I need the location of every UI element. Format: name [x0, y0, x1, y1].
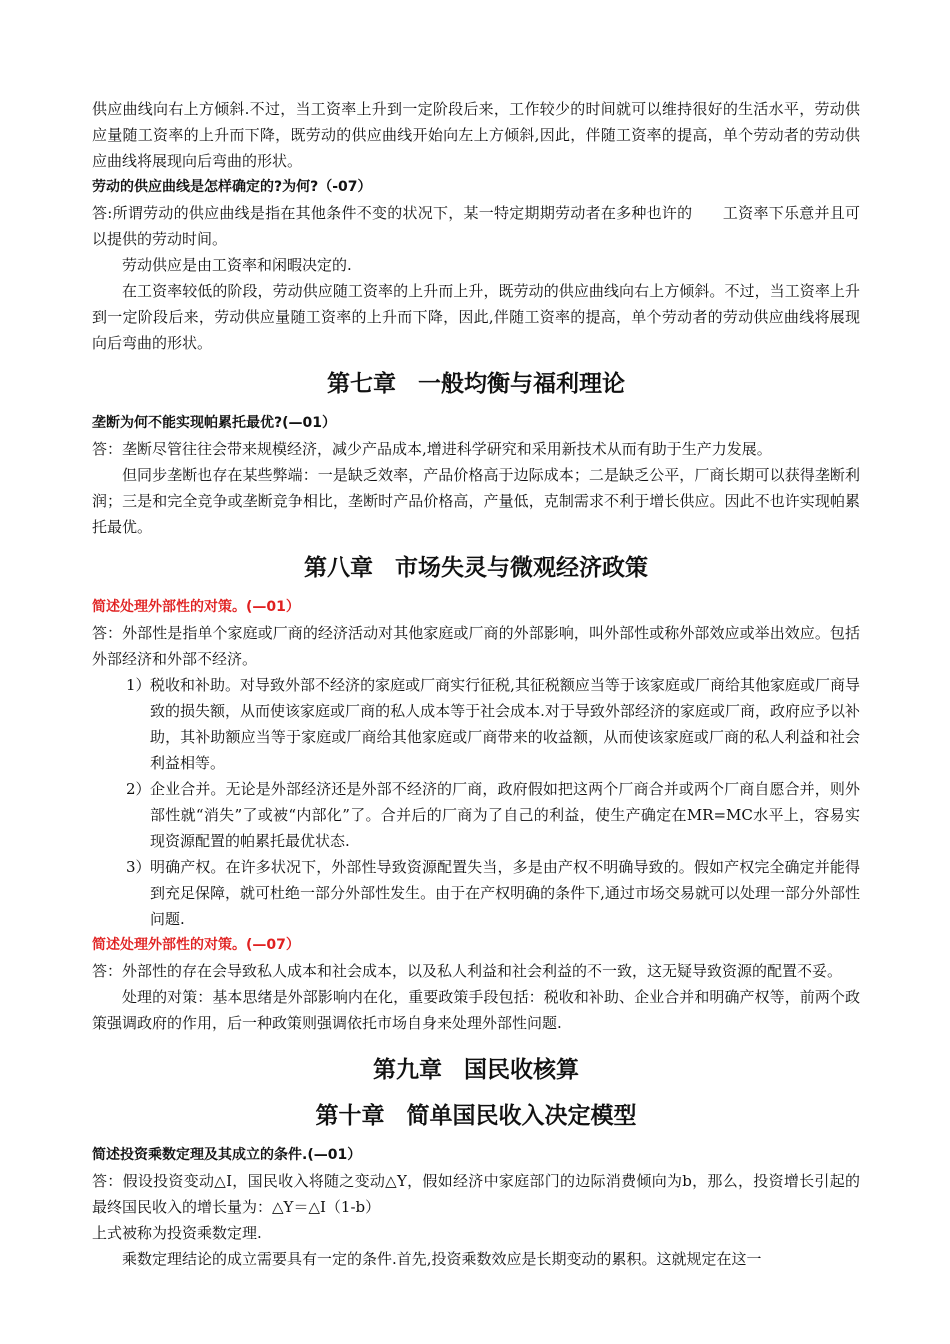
list-marker: 1） [126, 676, 151, 694]
chapter-number: 第八章 [304, 555, 373, 581]
chapter-number: 第十章 [315, 1103, 385, 1129]
question-monopoly: 垄断为何不能实现帕累托最优?(—01） [92, 415, 337, 431]
question-labor-supply: 劳动的供应曲线是怎样确定的?为何?（-07） [92, 179, 372, 195]
list-marker: 2） [126, 780, 151, 798]
chapter-title: 国民收核算 [464, 1057, 579, 1083]
list-marker: 3） [126, 858, 151, 876]
externality-remedies-list [92, 672, 860, 932]
list-item [92, 776, 860, 854]
paragraph-labor-decision: 劳动供应是由工资率和闲暇决定的. [122, 256, 352, 274]
list-item [92, 854, 860, 932]
paragraph-monopoly-drawbacks: 但同步垄断也存在某些弊端：一是缺乏效率，产品价格高于边际成本；二是缺乏公平，厂商长期可以获得垄断利润；三是和完全竞争或垄断竞争相比，垄断时产品价格高，产量低，克制需求不利于增长供应。因此不也许实现帕累托最优。 [92, 466, 860, 536]
question-investment-multiplier: 简述投资乘数定理及其成立的条件.(—01） [92, 1147, 362, 1163]
line-multiplier-theorem: 上式被称为投资乘数定理. [92, 1224, 262, 1242]
paragraph-multiplier-conditions: 乘数定理结论的成立需要具有一定的条件.首先,投资乘数效应是长期变动的累积。这就规定在这一 [122, 1250, 762, 1268]
chapter-7-heading [92, 366, 860, 402]
answer-investment-multiplier: 答：假设投资变动△I，国民收入将随之变动△Y，假如经济中家庭部门的边际消费倾向为b，那么，投资增长引起的最终国民收入的增长量为：△Y＝△I（1-b） [92, 1172, 860, 1216]
answer-labor-supply: 答:所谓劳动的供应曲线是指在其他条件不变的状况下，某一特定期期劳动者在多种也许的 工资率下乐意并且可以提供的劳动时间。 [92, 204, 860, 248]
chapter-title: 市场失灵与微观经济政策 [395, 555, 648, 581]
list-item [92, 672, 860, 776]
chapter-9-heading [92, 1052, 860, 1088]
chapter-10-heading [92, 1098, 860, 1134]
paragraph-labor-curve: 在工资率较低的阶段，劳动供应随工资率的上升而上升，既劳动的供应曲线向右上方倾斜。不过，当工资率上升到一定阶段后来，劳动供应量随工资率的上升而下降，因此,伴随工资率的提高，单个劳动者的劳动供应曲线将展现向后弯曲的形状。 [92, 282, 860, 352]
chapter-number: 第九章 [373, 1057, 442, 1083]
list-item-text: 企业合并。无论是外部经济还是外部不经济的厂商，政府假如把这两个厂商合并或两个厂商自愿合并，则外部性就“消失”了或被“内部化”了。合并后的厂商为了自己的利益，使生产确定在MR=MC水平上，容易实现资源配置的帕累托最优状态. [150, 780, 860, 850]
answer-monopoly: 答：垄断尽管往往会带来规模经济，减少产品成本,增进科学研究和采用新技术从而有助于生产力发展。 [92, 440, 772, 458]
answer-externality-01: 答：外部性是指单个家庭或厂商的经济活动对其他家庭或厂商的外部影响，叫外部性或称外部效应或举出效应。包括外部经济和外部不经济。 [92, 624, 860, 668]
chapter-number: 第七章 [327, 371, 396, 397]
chapter-title: 一般均衡与福利理论 [418, 371, 625, 397]
question-externality-01: 简述处理外部性的对策。(—01） [92, 599, 300, 615]
question-externality-07: 简述处理外部性的对策。(—07） [92, 937, 300, 953]
paragraph-externality-policy: 处理的对策：基本思绪是外部影响内在化，重要政策手段包括：税收和补助、企业合并和明确产权等，前两个政策强调政府的作用，后一种政策则强调依托市场自身来处理外部性问题. [92, 988, 860, 1032]
chapter-title: 简单国民收入决定模型 [406, 1103, 637, 1129]
list-item-text: 税收和补助。对导致外部不经济的家庭或厂商实行征税,其征税额应当等于该家庭或厂商给其他家庭或厂商导致的损失额，从而使该家庭或厂商的私人成本等于社会成本.对于导致外部经济的家庭或厂商，政府应予以补助，其补助额应当等于家庭或厂商给其他家庭或厂商带来的收益额，从而使该家庭或厂商的私人利益和社会利益相等。 [150, 676, 860, 772]
intro-paragraph-1: 供应曲线向右上方倾斜.不过，当工资率上升到一定阶段后来，工作较少的时间就可以维持很好的生活水平，劳动供应量随工资率的上升而下降，既劳动的供应曲线开始向左上方倾斜,因此，伴随工资率的提高，单个劳动者的劳动供应曲线将展现向后弯曲的形状。 [92, 100, 860, 170]
answer-externality-07: 答：外部性的存在会导致私人成本和社会成本，以及私人利益和社会利益的不一致，这无疑导致资源的配置不妥。 [92, 962, 843, 980]
list-item-text: 明确产权。在许多状况下，外部性导致资源配置失当，多是由产权不明确导致的。假如产权完全确定并能得到充足保障，就可杜绝一部分外部性发生。由于在产权明确的条件下,通过市场交易就可以处理一部分外部性问题. [150, 858, 860, 928]
chapter-8-heading [92, 550, 860, 586]
